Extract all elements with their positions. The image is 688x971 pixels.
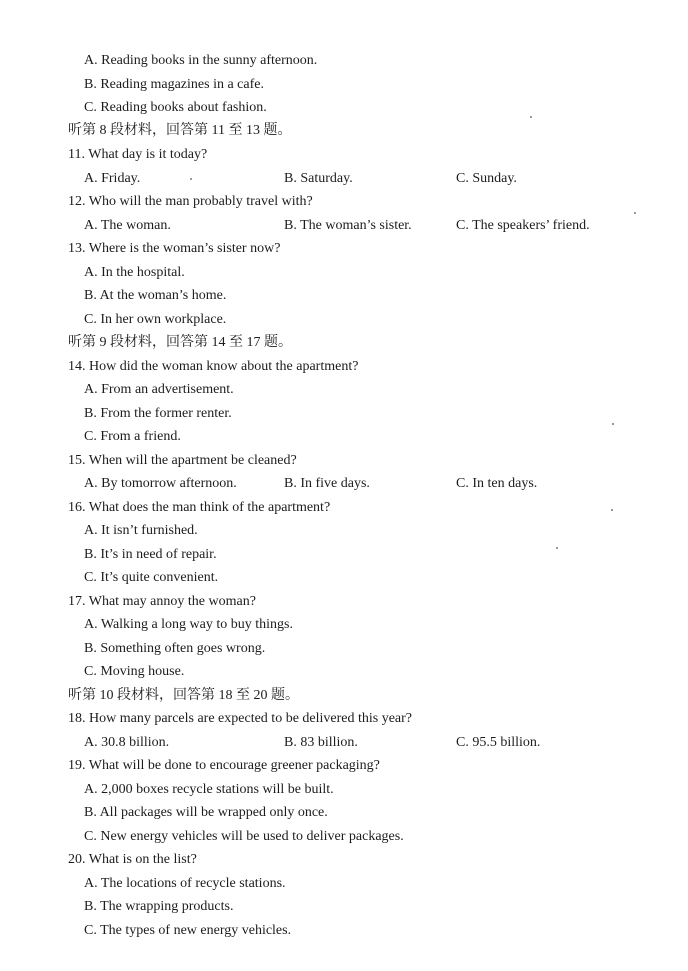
q10-option-c: C. Reading books about fashion. (84, 100, 267, 115)
q13-option-b: B. At the woman’s home. (84, 288, 227, 303)
q11-stem: 11. What day is it today? (68, 147, 208, 162)
q12-option-a: A. The woman. (84, 218, 171, 233)
q19-option-a: A. 2,000 boxes recycle stations will be built. (84, 782, 334, 797)
q10-option-b: B. Reading magazines in a cafe. (84, 77, 264, 92)
q14-option-b: B. From the former renter. (84, 406, 232, 421)
q13-option-a: A. In the hospital. (84, 265, 185, 280)
q11-option-b: B. Saturday. (284, 171, 353, 186)
scan-speck (530, 116, 532, 118)
scan-speck (190, 178, 192, 180)
q11-option-c: C. Sunday. (456, 171, 517, 186)
q16-option-b: B. It’s in need of repair. (84, 547, 217, 562)
q15-option-c: C. In ten days. (456, 476, 538, 491)
q18-stem: 18. How many parcels are expected to be delivered this year? (68, 711, 413, 726)
q12-stem: 12. Who will the man probably travel with? (68, 194, 313, 209)
q18-option-b: B. 83 billion. (284, 735, 358, 750)
q14-option-a: A. From an advertisement. (84, 382, 234, 397)
q16-option-c: C. It’s quite convenient. (84, 570, 219, 585)
q12-option-c: C. The speakers’ friend. (456, 218, 590, 233)
q20-option-a: A. The locations of recycle stations. (84, 876, 286, 891)
q14-option-c: C. From a friend. (84, 429, 181, 444)
q20-option-b: B. The wrapping products. (84, 899, 234, 914)
q17-stem: 17. What may annoy the woman? (68, 594, 256, 609)
q16-option-a: A. It isn’t furnished. (84, 523, 198, 538)
q12-option-b: B. The woman’s sister. (284, 218, 412, 233)
scan-speck (556, 547, 558, 549)
q16-stem: 16. What does the man think of the apartment? (68, 500, 331, 515)
q11-option-a: A. Friday. (84, 171, 141, 186)
q19-option-b: B. All packages will be wrapped only once. (84, 805, 328, 820)
q19-option-c: C. New energy vehicles will be used to deliver packages. (84, 829, 404, 844)
q13-stem: 13. Where is the woman’s sister now? (68, 241, 281, 256)
q17-option-a: A. Walking a long way to buy things. (84, 617, 293, 632)
q15-option-b: B. In five days. (284, 476, 370, 491)
q15-stem: 15. When will the apartment be cleaned? (68, 453, 297, 468)
q20-stem: 20. What is on the list? (68, 852, 197, 867)
section-9-header: 听第 9 段材料，回答第 14 至 17 题。 (68, 335, 292, 350)
section-10-header: 听第 10 段材料，回答第 18 至 20 题。 (68, 688, 299, 703)
section-8-header: 听第 8 段材料，回答第 11 至 13 题。 (68, 123, 292, 138)
q17-option-b: B. Something often goes wrong. (84, 641, 266, 656)
q20-option-c: C. The types of new energy vehicles. (84, 923, 292, 938)
scan-speck (611, 509, 613, 511)
q19-stem: 19. What will be done to encourage greener packaging? (68, 758, 380, 773)
q13-option-c: C. In her own workplace. (84, 312, 227, 327)
q18-option-c: C. 95.5 billion. (456, 735, 541, 750)
scan-speck (634, 212, 636, 214)
scan-speck (612, 423, 614, 425)
q15-option-a: A. By tomorrow afternoon. (84, 476, 237, 491)
q14-stem: 14. How did the woman know about the apartment? (68, 359, 359, 374)
q18-option-a: A. 30.8 billion. (84, 735, 170, 750)
q17-option-c: C. Moving house. (84, 664, 185, 679)
q10-option-a: A. Reading books in the sunny afternoon. (84, 53, 318, 68)
